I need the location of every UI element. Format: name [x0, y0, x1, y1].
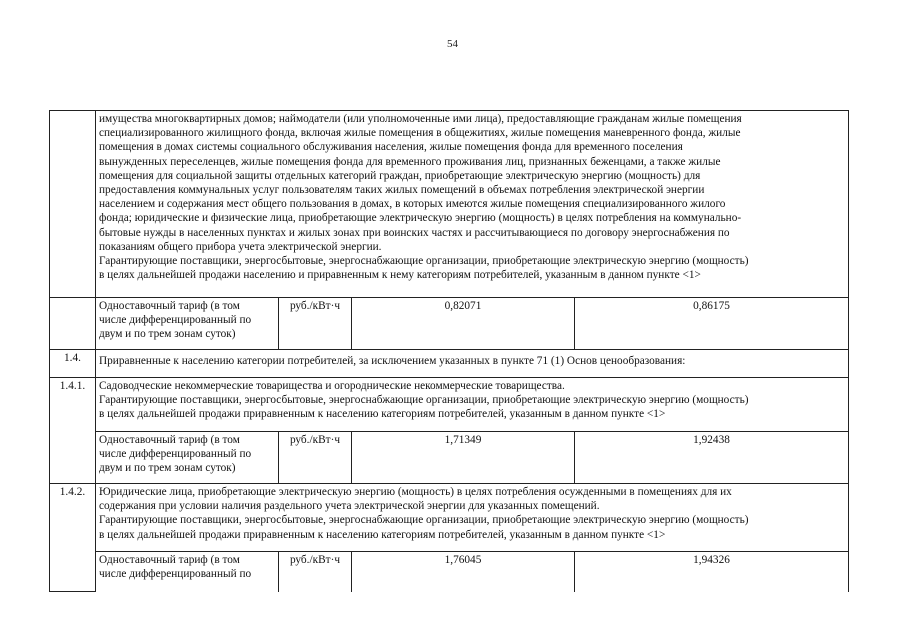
text-line: двум и по трем зонам суток) [99, 462, 236, 475]
tariff-value-1: 1,71349 [352, 432, 575, 484]
table-row [50, 552, 849, 592]
text-line: в целях дальнейшей продажи населению и приравненным к нему категориям потребителей, указанным в данном пункте <1> [99, 269, 701, 282]
text-line: двум и по трем зонам суток) [99, 328, 236, 341]
table-row [50, 298, 849, 350]
text-line: в целях дальнейшей продажи приравненным к населению категориям потребителей, указанным в данном пункте <1> [99, 528, 666, 541]
text-line: Одноставочный тариф (в том [99, 554, 240, 566]
text-line: Садоводческие некоммерческие товарищества и огороднические некоммерческие товарищества. [99, 380, 565, 392]
section-description [96, 350, 849, 378]
table-row [50, 432, 849, 484]
tariff-label [96, 298, 279, 350]
tariff-table [49, 110, 849, 592]
text-line: Одноставочный тариф (в том [99, 434, 240, 446]
text-line: помещения для социальной защиты отдельных категорий граждан, приобретающие электрическую энергию (мощность) для [99, 169, 701, 182]
row-number-cell: 1.4.1. [50, 378, 96, 484]
tariff-value-2: 1,92438 [575, 432, 849, 484]
text-line: фонда; юридические и физические лица, приобретающие электрическую энергию (мощность) в целях потребления на коммунально- [99, 212, 742, 225]
text-line: Гарантирующие поставщики, энергосбытовые, энергоснабжающие организации, приобретающие электрическую энергию (мощность) [99, 394, 749, 407]
unit-cell: руб./кВт·ч [279, 432, 352, 484]
unit-cell: руб./кВт·ч [279, 298, 352, 350]
row-number-cell: 1.4. [50, 350, 96, 378]
text-line: Юридические лица, приобретающие электрическую энергию (мощность) в целях потребления осужденными в помещениях для их [99, 486, 732, 498]
text-line: населением и содержания мест общего пользования в домах, в которых имеются жилые помещения специализированного жилого [99, 198, 726, 211]
text-line: предоставления коммунальных услуг пользователям таких жилых помещений в объемах потребления электрической энергии [99, 184, 705, 197]
tariff-label [96, 432, 279, 484]
unit-cell: руб./кВт·ч [279, 552, 352, 592]
table-row [50, 484, 849, 552]
tariff-value-1: 1,76045 [352, 552, 575, 592]
table-row [50, 378, 849, 432]
section-description [96, 378, 849, 432]
text-line: Приравненные к населению категории потребителей, за исключением указанных в пункте 71 (1) Основ ценообразования: [99, 355, 686, 367]
section-description [96, 484, 849, 552]
tariff-value-1: 0,82071 [352, 298, 575, 350]
text-line: содержания при условии наличия раздельного учета электрической энергии для указанных помещений. [99, 500, 600, 513]
text-line: Одноставочный тариф (в том [99, 300, 240, 312]
text-line: специализированного жилищного фонда, включая жилые помещения в общежитиях, жилые помещения маневренного фонда, жилые [99, 127, 741, 140]
page-number: 54 [447, 38, 458, 50]
text-line: бытовые нужды в населенных пунктах и жилых зонах при воинских частях и рассчитывающиеся по договору энергоснабжения по [99, 226, 730, 239]
text-line: числе дифференцированный по [99, 314, 252, 327]
text-line: в целях дальнейшей продажи приравненным к населению категориям потребителей, указанным в данном пункте <1> [99, 408, 666, 421]
text-line: имущества многоквартирных домов; наймодатели (или уполномоченные ими лица), предоставляющие гражданам жилые помещения [99, 113, 742, 125]
text-line: помещения в домах системы социального обслуживания населения, жилые помещения фонда для временного поселения [99, 141, 683, 154]
row-number-cell [50, 111, 96, 298]
section-description [96, 111, 849, 298]
table-row [50, 111, 849, 298]
text-line: числе дифференцированный по [99, 448, 252, 461]
text-line: числе дифференцированный по [99, 568, 252, 581]
row-number-cell: 1.4.2. [50, 484, 96, 592]
text-line: показаниям общего прибора учета электрической энергии. [99, 240, 382, 253]
tariff-value-2: 0,86175 [575, 298, 849, 350]
text-line: вынужденных переселенцев, жилые помещения фонда для временного проживания лиц, признанных беженцами, а также жилые [99, 155, 721, 168]
table-row [50, 350, 849, 378]
tariff-value-2: 1,94326 [575, 552, 849, 592]
row-number-cell [50, 298, 96, 350]
text-line: Гарантирующие поставщики, энергосбытовые, энергоснабжающие организации, приобретающие электрическую энергию (мощность) [99, 514, 749, 527]
tariff-label [96, 552, 279, 592]
text-line: Гарантирующие поставщики, энергосбытовые, энергоснабжающие организации, приобретающие электрическую энергию (мощность) [99, 255, 749, 268]
